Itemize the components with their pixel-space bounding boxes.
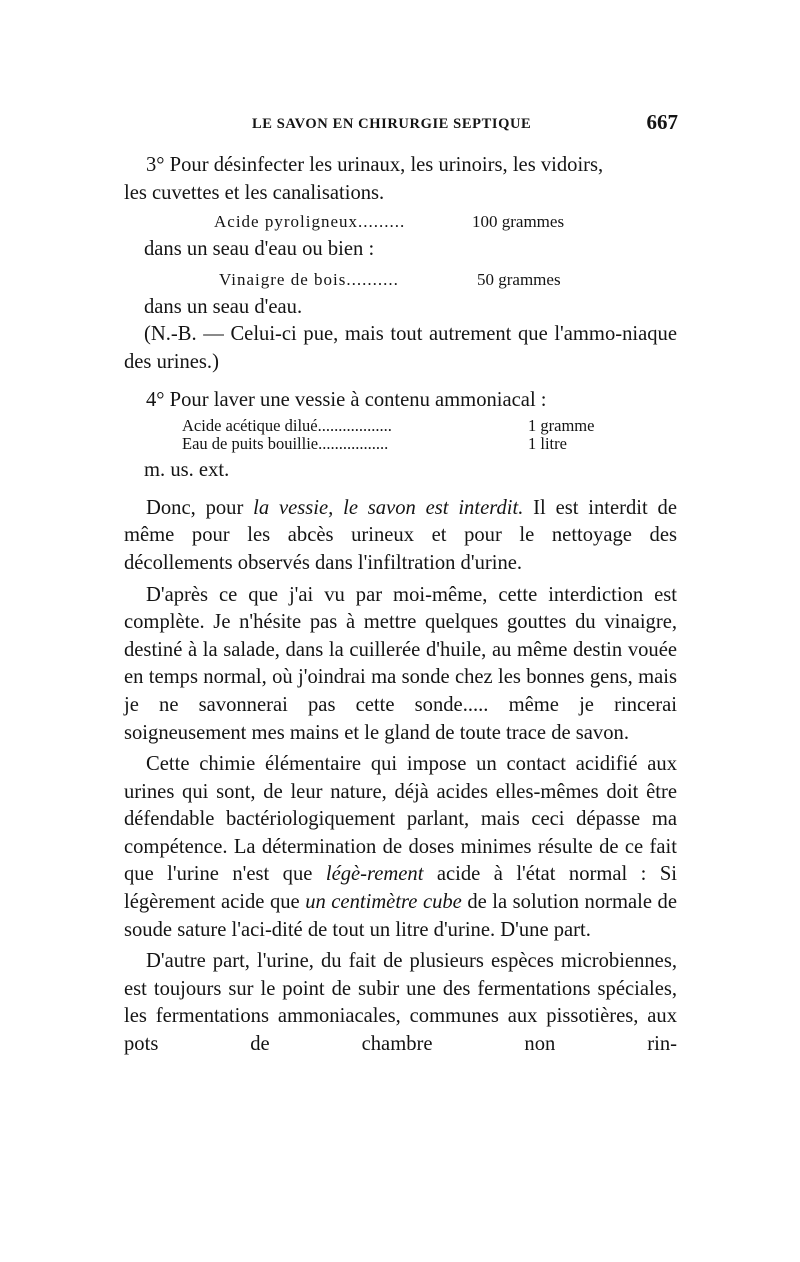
formula-1-qty: 1 gramme — [528, 416, 595, 436]
formula-end: m. us. ext. — [144, 459, 230, 482]
recipe-line-2 — [219, 269, 677, 291]
chimie-part-b: acide à l'état normal : Si légèrement acide que — [124, 863, 677, 914]
chimie-part-a: Cette chimie élémentaire qui impose un contact acidifié aux urines qui sont, de leur nature, déjà acides elles-mêmes doit être défendable bactériologiquement parlant, mais ceci dépasse ma compétence. La détermination de doses minimes résulte de ce fait que l'urine n'est que — [124, 753, 677, 886]
chimie-italic-2: un centimètre cube — [305, 891, 462, 914]
chimie-italic-1: légè-rement — [325, 863, 424, 886]
text-column — [124, 152, 677, 1059]
formula-2-qty: 1 litre — [528, 434, 567, 454]
recipe-2-name: Vinaigre de bois.......... — [219, 269, 399, 289]
formula-line-1 — [182, 417, 677, 435]
paragraph-dapres: D'après ce que j'ai vu par moi-même, cette interdiction est complète. Je n'hésite pas à mettre quelques gouttes du vinaigre, destiné à la salade, dans la cuillerée d'huile, au même destin vouée en temps normal, où j'oindrai ma sonde chez les bonnes gens, mais je ne savonnerai pas cette sonde..... même je rincerai soigneusement mes mains et le gland de toute trace de savon. — [124, 583, 677, 744]
page-number: 667 — [646, 110, 678, 134]
recipe-line-1 — [214, 211, 677, 233]
paragraph-dautre: D'autre part, l'urine, du fait de plusieurs espèces microbiennes, est toujours sur le point de subir une des fermentations spéciales, les fermentations ammoniacales, communes aux pissotières, aux pots de chambre non rin- — [124, 950, 677, 1056]
nota-bene: (N.-B. — Celui-ci pue, mais tout autrement que l'ammo-niaque des urines.) — [124, 323, 677, 373]
section-3-middle: dans un seau d'eau ou bien : — [144, 238, 375, 261]
donc-prefix: Donc, pour — [146, 496, 254, 519]
donc-italic: la vessie, le savon est interdit. — [253, 496, 524, 519]
section-3-end: dans un seau d'eau. — [144, 295, 303, 318]
formula-1-name: Acide acétique dilué.................. — [182, 416, 392, 436]
section-3-intro — [124, 152, 677, 207]
donc-rest: Il est interdit de même pour les abcès urineux et pour le nettoyage des décollements observés dans l'infiltration d'urine. — [124, 496, 677, 574]
recipe-2-qty: 50 grammes — [477, 269, 561, 289]
section-4-title: 4° Pour laver une vessie à contenu ammoniacal : — [146, 388, 547, 411]
section-3-line1: 3° Pour désinfecter les urinaux, les urinoirs, les vidoirs, — [146, 154, 604, 176]
formula-line-2 — [182, 435, 677, 453]
formula-2-name: Eau de puits bouillie................. — [182, 434, 389, 454]
paragraph-chimie — [124, 751, 677, 944]
running-head: LE SAVON EN CHIRURGIE SEPTIQUE — [252, 116, 532, 132]
paragraph-donc — [124, 495, 677, 578]
recipe-1-qty: 100 grammes — [472, 212, 565, 232]
recipe-1-name: Acide pyroligneux......... — [214, 212, 406, 232]
chimie-part-c: de la solution normale de soude sature l'aci-dité de tout un litre d'urine. D'une part. — [124, 891, 677, 941]
section-3-line2: les cuvettes et les canalisations. — [124, 181, 385, 204]
